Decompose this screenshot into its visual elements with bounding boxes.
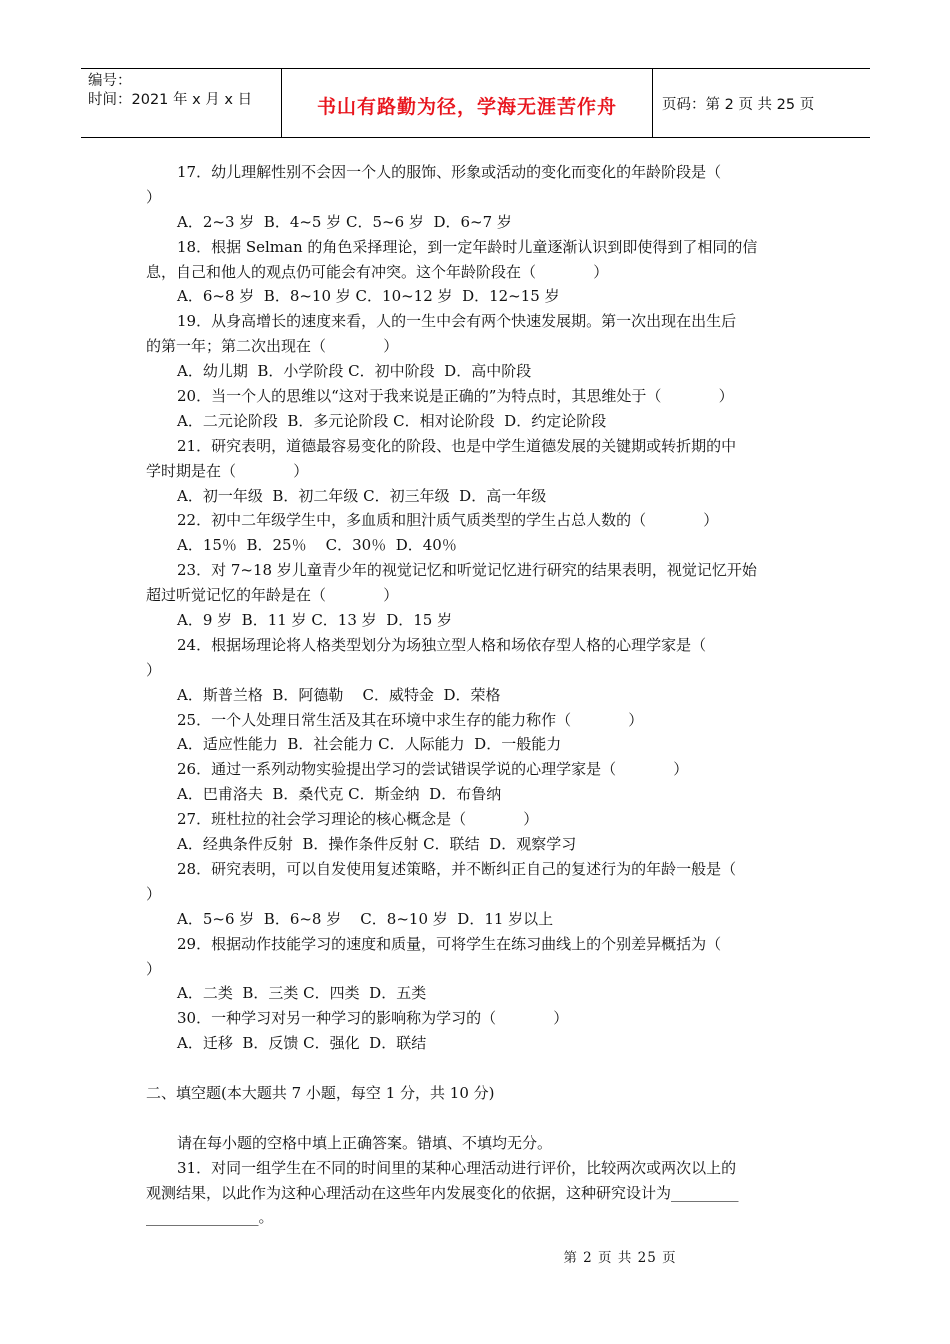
text-line: A．6~8 岁 B．8~10 岁 C．10~12 岁 D．12~15 岁 bbox=[177, 287, 560, 306]
page-footer: 第 2 页 共 25 页 bbox=[563, 1250, 677, 1266]
text-line: ） bbox=[146, 187, 162, 206]
text-line: _______________。 bbox=[146, 1208, 274, 1227]
page-header bbox=[81, 68, 870, 138]
text-line: A．迁移 B．反馈 C．强化 D．联结 bbox=[177, 1034, 427, 1053]
time-label: 时间：2021 年 x 月 x 日 bbox=[88, 92, 253, 108]
text-line: A．斯普兰格 B．阿德勒 C．威特金 D．荣格 bbox=[177, 685, 501, 704]
blank-line bbox=[146, 1056, 806, 1081]
text-line: 18．根据 Selman 的角色采择理论，到一定年龄时儿童逐渐认识到即使得到了相同的信 bbox=[177, 237, 758, 256]
text-line: A．经典条件反射 B．操作条件反射 C．联结 D．观察学习 bbox=[177, 835, 577, 854]
header-page-info: 页码：第 2 页 共 25 页 bbox=[662, 96, 815, 113]
header-motto: 书山有路勤为径，学海无涯苦作舟 bbox=[282, 69, 653, 137]
text-line: 29．根据动作技能学习的速度和质量，可将学生在练习曲线上的个别差异概括为（ bbox=[177, 934, 722, 953]
text-line: 请在每小题的空格中填上正确答案。错填、不填均无分。 bbox=[177, 1133, 553, 1152]
text-line: 学时期是在（ ） bbox=[146, 461, 309, 480]
text-line: 17．幼儿理解性别不会因一个人的服饰、形象或活动的变化而变化的年龄阶段是（ bbox=[177, 163, 722, 181]
text-line: 的第一年；第二次出现在（ ） bbox=[146, 337, 399, 356]
text-line: A．幼儿期 B．小学阶段 C．初中阶段 D．高中阶段 bbox=[177, 362, 532, 381]
number-label: 编号： bbox=[88, 73, 132, 89]
text-line: 28．研究表明，可以自发使用复述策略，并不断纠正自己的复述行为的年龄一般是（ bbox=[177, 859, 737, 878]
text-line: ） bbox=[146, 959, 162, 978]
text-line: A．初一年级 B．初二年级 C．初三年级 D．高一年级 bbox=[177, 486, 547, 505]
text-line: ） bbox=[146, 660, 162, 679]
text-line: A．5~6 岁 B．6~8 岁 C．8~10 岁 D．11 岁以上 bbox=[177, 909, 554, 928]
text-line: 24．根据场理论将人格类型划分为场独立型人格和场依存型人格的心理学家是（ bbox=[177, 635, 707, 654]
text-line: 27．班杜拉的社会学习理论的核心概念是（ ） bbox=[177, 810, 539, 829]
text-line: 19．从身高增长的速度来看，人的一生中会有两个快速发展期。第一次出现在出生后 bbox=[177, 312, 737, 331]
text-line: A．9 岁 B．11 岁 C．13 岁 D．15 岁 bbox=[177, 611, 453, 630]
text-line: A．巴甫洛夫 B．桑代克 C．斯金纳 D．布鲁纳 bbox=[177, 785, 502, 804]
text-line: 超过听觉记忆的年龄是在（ ） bbox=[146, 586, 399, 605]
text-line: 息，自己和他人的观点仍可能会有冲突。这个年龄阶段在（ ） bbox=[146, 262, 609, 281]
document-body bbox=[146, 160, 806, 1230]
text-line: 20．当一个人的思维以“这对于我来说是正确的”为特点时，其思维处于（ ） bbox=[177, 387, 734, 406]
text-line: 22．初中二年级学生中，多血质和胆汁质气质类型的学生占总人数的（ ） bbox=[177, 511, 719, 530]
text-line: A．15％ B．25％ C．30％ D．40％ bbox=[177, 536, 457, 555]
text-line: A．适应性能力 B．社会能力 C．人际能力 D．一般能力 bbox=[177, 735, 562, 754]
text-line: 31．对同一组学生在不同的时间里的某种心理活动进行评价，比较两次或两次以上的 bbox=[177, 1158, 737, 1177]
text-line: 25．一个人处理日常生活及其在环境中求生存的能力称作（ ） bbox=[177, 710, 644, 729]
text-line: 26．通过一系列动物实验提出学习的尝试错误学说的心理学家是（ ） bbox=[177, 760, 689, 779]
text-line: A．二元论阶段 B．多元论阶段 C．相对论阶段 D．约定论阶段 bbox=[177, 411, 607, 430]
text-line: 21．研究表明，道德最容易变化的阶段、也是中学生道德发展的关键期或转折期的中 bbox=[177, 436, 737, 455]
text-line: 23．对 7~18 岁儿童青少年的视觉记忆和听觉记忆进行研究的结果表明，视觉记忆开始 bbox=[177, 561, 757, 580]
header-meta bbox=[81, 69, 282, 137]
text-line: 二、填空题(本大题共 7 小题，每空 1 分，共 10 分) bbox=[146, 1083, 495, 1102]
text-line: A．二类 B．三类 C．四类 D．五类 bbox=[177, 984, 427, 1003]
text-line: ） bbox=[146, 884, 162, 903]
text-line: 30．一种学习对另一种学习的影响称为学习的（ ） bbox=[177, 1009, 569, 1028]
text-line: 观测结果，以此作为这种心理活动在这些年内发展变化的依据，这种研究设计为_________ bbox=[146, 1183, 739, 1202]
blank-line bbox=[146, 1106, 806, 1131]
text-line: A．2~3 岁 B．4~5 岁 C．5~6 岁 D．6~7 岁 bbox=[177, 212, 512, 231]
